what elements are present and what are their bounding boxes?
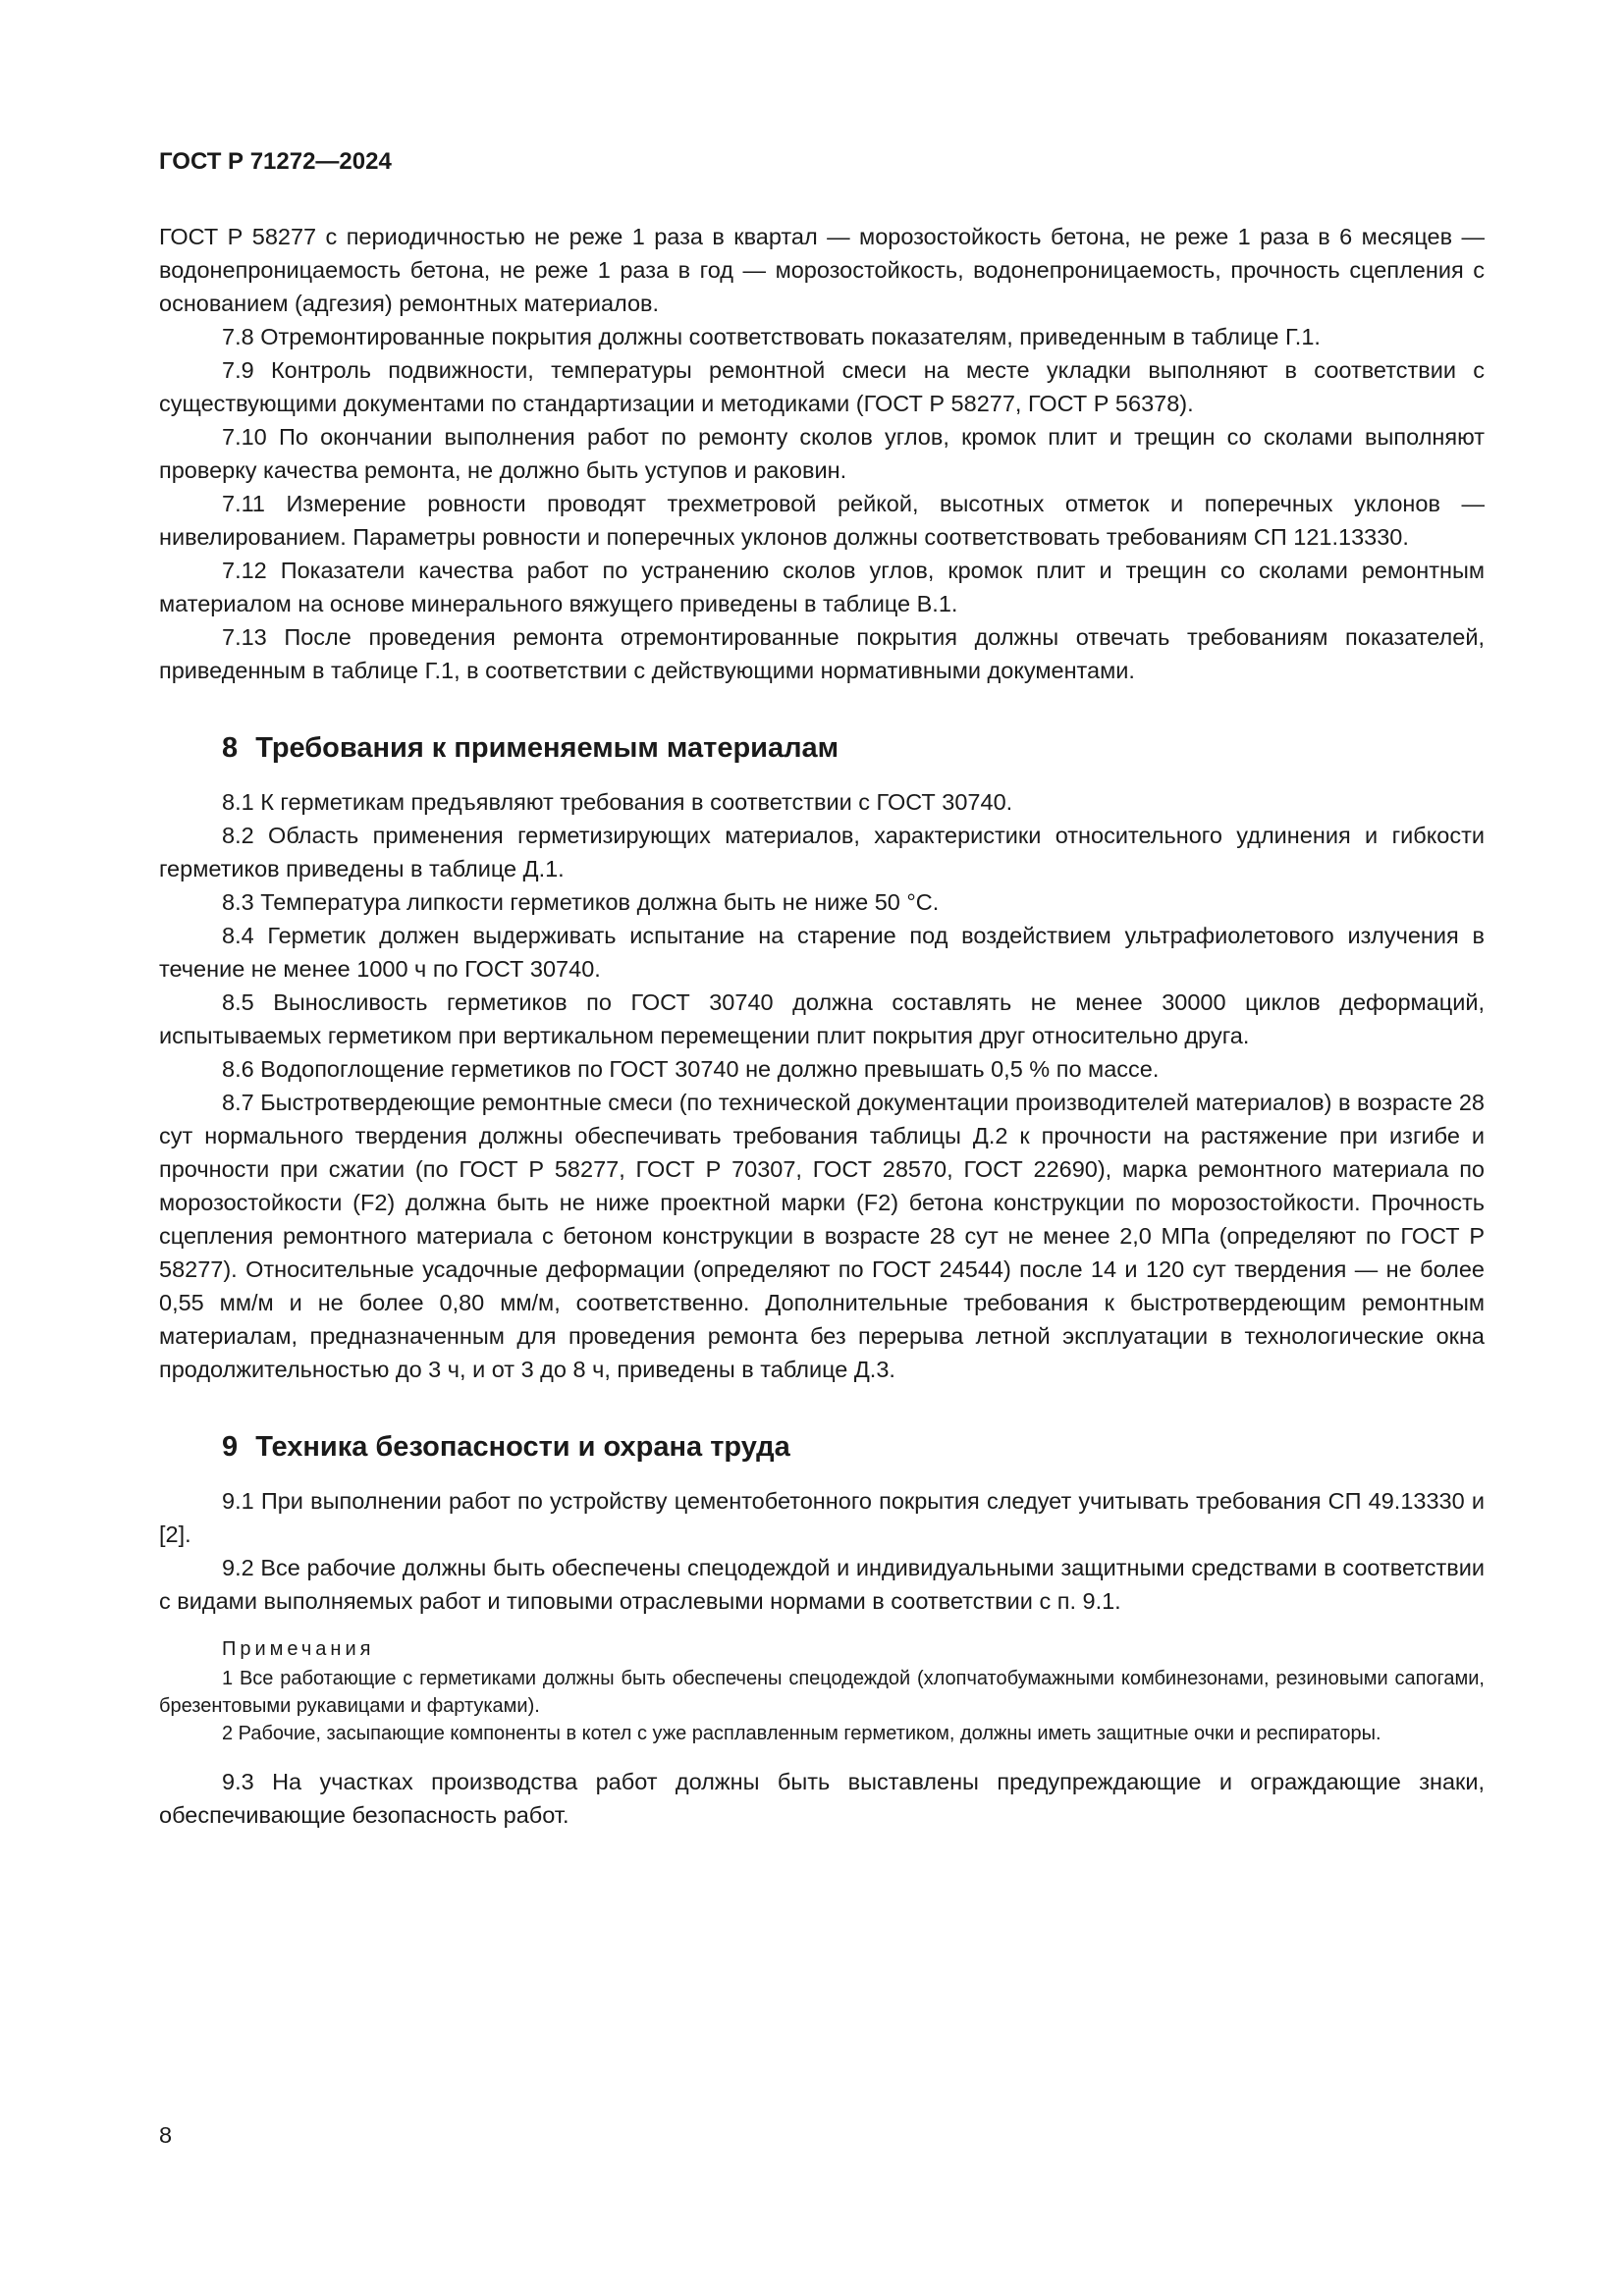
paragraph-7-11: 7.11 Измерение ровности проводят трехметровой рейкой, высотных отметок и поперечных уклонов — нивелированием. Параметры ровности и поперечных уклонов должны соответствовать требованиям СП 121.13330. xyxy=(159,491,1485,550)
paragraph-9-3: 9.3 На участках производства работ должны быть выставлены предупреждающие и ограждающие знаки, обеспечивающие безопасность работ. xyxy=(159,1769,1485,1828)
paragraph-8-3: 8.3 Температура липкости герметиков должна быть не ниже 50 °С. xyxy=(222,889,940,915)
notes-block xyxy=(159,1635,1485,1747)
paragraph-9-1: 9.1 При выполнении работ по устройству цементобетонного покрытия следует учитывать требования СП 49.13330 и [2]. xyxy=(159,1488,1485,1547)
page-number: 8 xyxy=(159,2122,173,2148)
section-9-number: 9 xyxy=(222,1431,239,1463)
paragraph-8-1: 8.1 К герметикам предъявляют требования в соответствии с ГОСТ 30740. xyxy=(222,789,1013,815)
note-1: 1 Все работающие с герметиками должны быть обеспечены спецодеждой (хлопчатобумажными комбинезонами, резиновыми сапогами, брезентовыми рукавицами и фартуками). xyxy=(159,1668,1485,1717)
paragraph-8-6: 8.6 Водопоглощение герметиков по ГОСТ 30740 не должно превышать 0,5 % по массе. xyxy=(222,1056,1160,1082)
section-8-block xyxy=(159,785,1485,1386)
section-8-number: 8 xyxy=(222,732,239,764)
document-page xyxy=(159,147,1485,1832)
section-8-title: Требования к применяемым материалам xyxy=(255,732,839,764)
paragraph-7-13: 7.13 После проведения ремонта отремонтированные покрытия должны отвечать требованиям показателей, приведенным в таблице Г.1, в соответствии с действующими нормативными документами. xyxy=(159,624,1485,683)
paragraph-7-12: 7.12 Показатели качества работ по устранению сколов углов, кромок плит и трещин со сколами ремонтным материалом на основе минерального вяжущего приведены в таблице В.1. xyxy=(159,558,1485,616)
paragraph-8-5: 8.5 Выносливость герметиков по ГОСТ 30740 должна составлять не менее 30000 циклов деформаций, испытываемых герметиком при вертикальном перемещении плит покрытия друг относительно друга. xyxy=(159,989,1485,1048)
paragraph-7-9: 7.9 Контроль подвижности, температуры ремонтной смеси на месте укладки выполняют в соответствии с существующими документами по стандартизации и методиками (ГОСТ Р 58277, ГОСТ Р 56378). xyxy=(159,357,1485,416)
paragraph-8-7: 8.7 Быстротвердеющие ремонтные смеси (по технической документации производителей материалов) в возрасте 28 сут нормального твердения должны обеспечивать требования таблицы Д.2 к прочности на растяжение при изгибе и прочности при сжатии (по ГОСТ Р 58277, ГОСТ Р 70307, ГОСТ 28570, ГОСТ 22690), марка ремонтного материала по морозостойкости (F2) должна быть не ниже проектной марки (F2) бетона конструкции по морозостойкости. Прочность сцепления ремонтного материала с бетоном конструкции в возрасте 28 сут не менее 2,0 МПа (определяют по ГОСТ Р 58277). Относительные усадочные деформации (определяют по ГОСТ 24544) после 14 и 120 сут твердения — не более 0,55 мм/м и не более 0,80 мм/м, соответственно. Дополнительные требования к быстротвердеющим ремонтным материалам, предназначенным для проведения ремонта без перерыва летной эксплуатации в технологические окна продолжительностью до 3 ч, и от 3 до 8 ч, приведены в таблице Д.3. xyxy=(159,1090,1485,1382)
section-7-block xyxy=(159,220,1485,687)
section-9-after-notes xyxy=(159,1765,1485,1832)
paragraph-8-4: 8.4 Герметик должен выдерживать испытание на старение под воздействием ультрафиолетового излучения в течение не менее 1000 ч по ГОСТ 30740. xyxy=(159,923,1485,982)
section-9-heading xyxy=(159,1429,1485,1465)
section-7-continuation: ГОСТ Р 58277 с периодичностью не реже 1 раза в квартал — морозостойкость бетона, не реже 1 раза в 6 месяцев — водонепроницаемость бетона, не реже 1 раза в год — морозостойкость, водонепроницаемость, прочность сцепления с основанием (адгезия) ремонтных материалов. xyxy=(159,224,1485,316)
paragraph-7-8: 7.8 Отремонтированные покрытия должны соответствовать показателям, приведенным в таблице Г.1. xyxy=(222,324,1321,349)
document-header: ГОСТ Р 71272—2024 xyxy=(159,148,392,175)
section-8-heading xyxy=(159,730,1485,766)
paragraph-8-2: 8.2 Область применения герметизирующих материалов, характеристики относительного удлинения и гибкости герметиков приведены в таблице Д.1. xyxy=(159,823,1485,881)
paragraph-7-10: 7.10 По окончании выполнения работ по ремонту сколов углов, кромок плит и трещин со сколами выполняют проверку качества ремонта, не должно быть уступов и раковин. xyxy=(159,424,1485,483)
section-9-block xyxy=(159,1484,1485,1618)
paragraph-9-2: 9.2 Все рабочие должны быть обеспечены спецодеждой и индивидуальными защитными средствами в соответствии с видами выполняемых работ и типовыми отраслевыми нормами в соответствии с п. 9.1. xyxy=(159,1555,1485,1614)
notes-title: Примечания xyxy=(222,1638,375,1660)
section-9-title: Техника безопасности и охрана труда xyxy=(255,1431,790,1463)
note-2: 2 Рабочие, засыпающие компоненты в котел с уже расплавленным герметиком, должны иметь защитные очки и респираторы. xyxy=(222,1723,1381,1744)
